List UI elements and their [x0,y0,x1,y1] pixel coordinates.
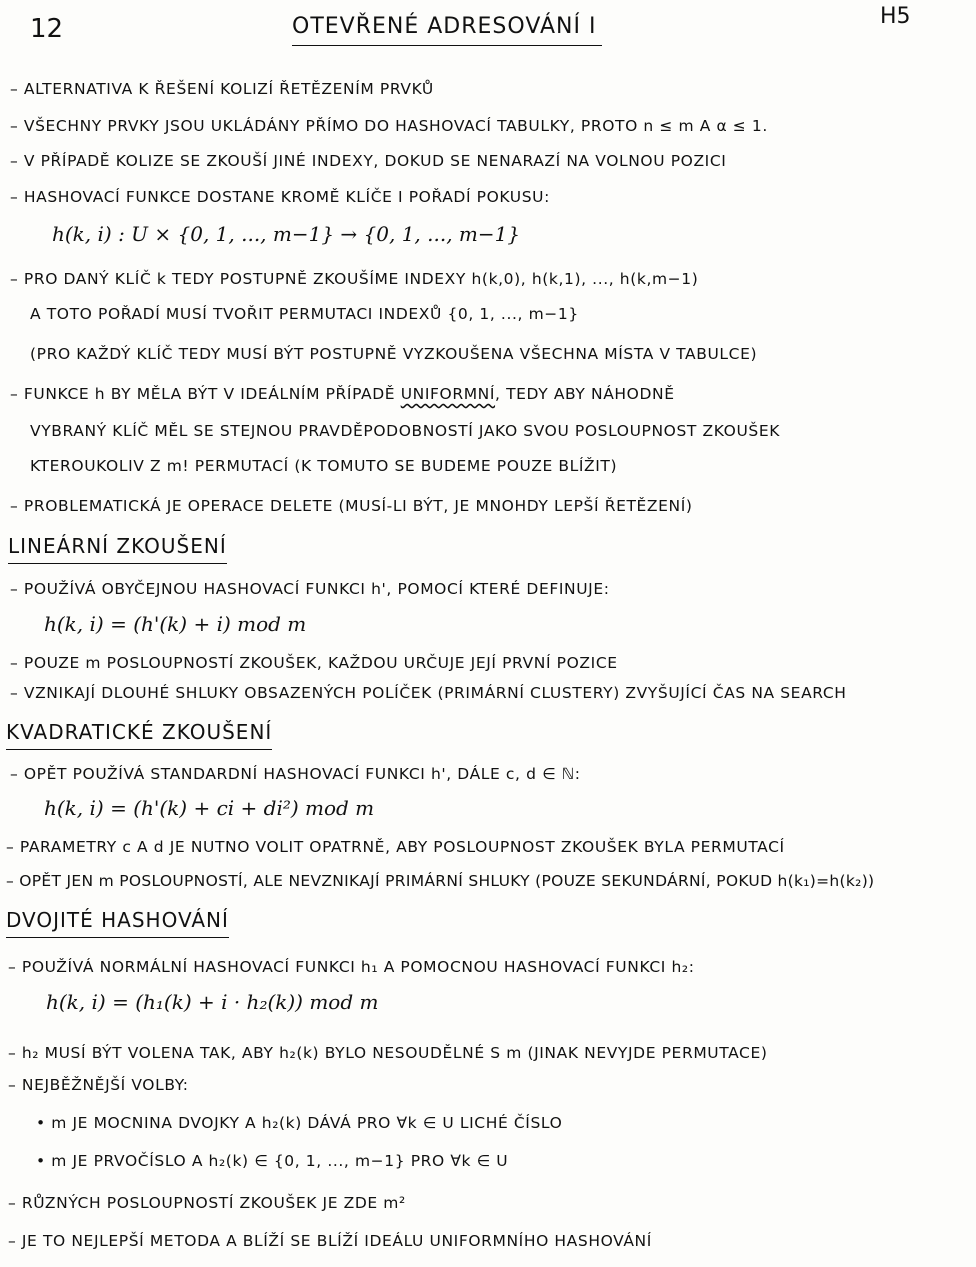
uniform-hashing-line [10,385,675,403]
intro-item: – VŠECHNY PRVKY JSOU UKLÁDÁNY PŘÍMO DO HASHOVACÍ TABULKY, PROTO n ≤ m A α ≤ 1. [10,117,768,135]
uniform-hashing-line: KTEROUKOLIV Z m! PERMUTACÍ (K TOMUTO SE BUDEME POUZE BLÍŽIT) [30,457,618,475]
uniform-text: – FUNKCE h BY MĚLA BÝT V IDEÁLNÍM PŘÍPADĚ [10,385,401,403]
quadratic-line: – OPĚT POUŽÍVÁ STANDARDNÍ HASHOVACÍ FUNKCI h', DÁLE c, d ∈ ℕ: [10,765,581,783]
double-line: – JE TO NEJLEPŠÍ METODA A BLÍŽÍ SE BLÍŽÍ IDEÁLU UNIFORMNÍHO HASHOVÁNÍ [8,1232,652,1250]
section-heading-double: DVOJITÉ HASHOVÁNÍ [6,908,229,938]
page-title: OTEVŘENÉ ADRESOVÁNÍ I [292,14,602,46]
quadratic-line: – OPĚT JEN m POSLOUPNOSTÍ, ALE NEVZNIKAJÍ PRIMÁRNÍ SHLUKY (POUZE SEKUNDÁRNÍ, POKUD h(k₁)=h(k₂)) [6,872,875,890]
section-heading-quadratic: KVADRATICKÉ ZKOUŠENÍ [6,720,272,750]
intro-item: – HASHOVACÍ FUNKCE DOSTANE KROMĚ KLÍČE I POŘADÍ POKUSU: [10,188,550,206]
probe-sequence-line: A TOTO POŘADÍ MUSÍ TVOŘIT PERMUTACI INDEXŮ {0, 1, ..., m−1} [30,305,579,323]
section-heading-linear: LINEÁRNÍ ZKOUŠENÍ [8,534,227,564]
double-line: – POUŽÍVÁ NORMÁLNÍ HASHOVACÍ FUNKCI h₁ A POMOCNOU HASHOVACÍ FUNKCI h₂: [8,958,695,976]
linear-formula: h(k, i) = (h'(k) + i) mod m [44,612,307,636]
linear-line: – VZNIKAJÍ DLOUHÉ SHLUKY OBSAZENÝCH POLÍČEK (PRIMÁRNÍ CLUSTERY) ZVYŠUJÍCÍ ČAS NA SEARCH [10,684,847,702]
linear-line: – POUZE m POSLOUPNOSTÍ ZKOUŠEK, KAŽDOU URČUJE JEJÍ PRVNÍ POZICE [10,654,618,672]
linear-line: – POUŽÍVÁ OBYČEJNOU HASHOVACÍ FUNKCI h', POMOCÍ KTERÉ DEFINUJE: [10,580,610,598]
quadratic-formula: h(k, i) = (h'(k) + ci + di²) mod m [44,796,375,820]
page-tag: H5 [880,4,911,29]
intro-item: – ALTERNATIVA K ŘEŠENÍ KOLIZÍ ŘETĚZENÍM PRVKŮ [10,80,434,98]
double-bullet: • m JE MOCNINA DVOJKY A h₂(k) DÁVÁ PRO ∀k ∈ U LICHÉ ČÍSLO [36,1114,563,1132]
double-bullet: • m JE PRVOČÍSLO A h₂(k) ∈ {0, 1, ..., m−1} PRO ∀k ∈ U [36,1152,509,1170]
double-line: – h₂ MUSÍ BÝT VOLENA TAK, ABY h₂(k) BYLO NESOUDĚLNÉ S m (JINAK NEVYJDE PERMUTACE) [8,1044,768,1062]
double-formula: h(k, i) = (h₁(k) + i · h₂(k)) mod m [46,990,379,1014]
delete-note: – PROBLEMATICKÁ JE OPERACE DELETE (MUSÍ-LI BÝT, JE MNOHDY LEPŠÍ ŘETĚZENÍ) [10,497,693,515]
probe-sequence-line: – PRO DANÝ KLÍČ k TEDY POSTUPNĚ ZKOUŠÍME INDEXY h(k,0), h(k,1), ..., h(k,m−1) [10,270,699,288]
hash-signature-formula: h(k, i) : U × {0, 1, ..., m−1} → {0, 1, ..., m−1} [52,222,521,246]
intro-item: – V PŘÍPADĚ KOLIZE SE ZKOUŠÍ JINÉ INDEXY, DOKUD SE NENARAZÍ NA VOLNOU POZICI [10,152,727,170]
double-line: – RŮZNÝCH POSLOUPNOSTÍ ZKOUŠEK JE ZDE m² [8,1194,406,1212]
uniform-hashing-line: VYBRANÝ KLÍČ MĚL SE STEJNOU PRAVDĚPODOBNOSTÍ JAKO SVOU POSLOUPNOST ZKOUŠEK [30,422,780,440]
quadratic-line: – PARAMETRY c A d JE NUTNO VOLIT OPATRNĚ, ABY POSLOUPNOST ZKOUŠEK BYLA PERMUTACÍ [6,838,785,856]
double-line: – NEJBĚŽNĚJŠÍ VOLBY: [8,1076,189,1094]
probe-sequence-line: (PRO KAŽDÝ KLÍČ TEDY MUSÍ BÝT POSTUPNĚ VYZKOUŠENA VŠECHNA MÍSTA V TABULCE) [30,345,758,363]
page-number: 12 [30,14,64,44]
uniform-text: , TEDY ABY NÁHODNĚ [495,385,675,403]
uniform-keyword: UNIFORMNÍ [400,385,496,403]
